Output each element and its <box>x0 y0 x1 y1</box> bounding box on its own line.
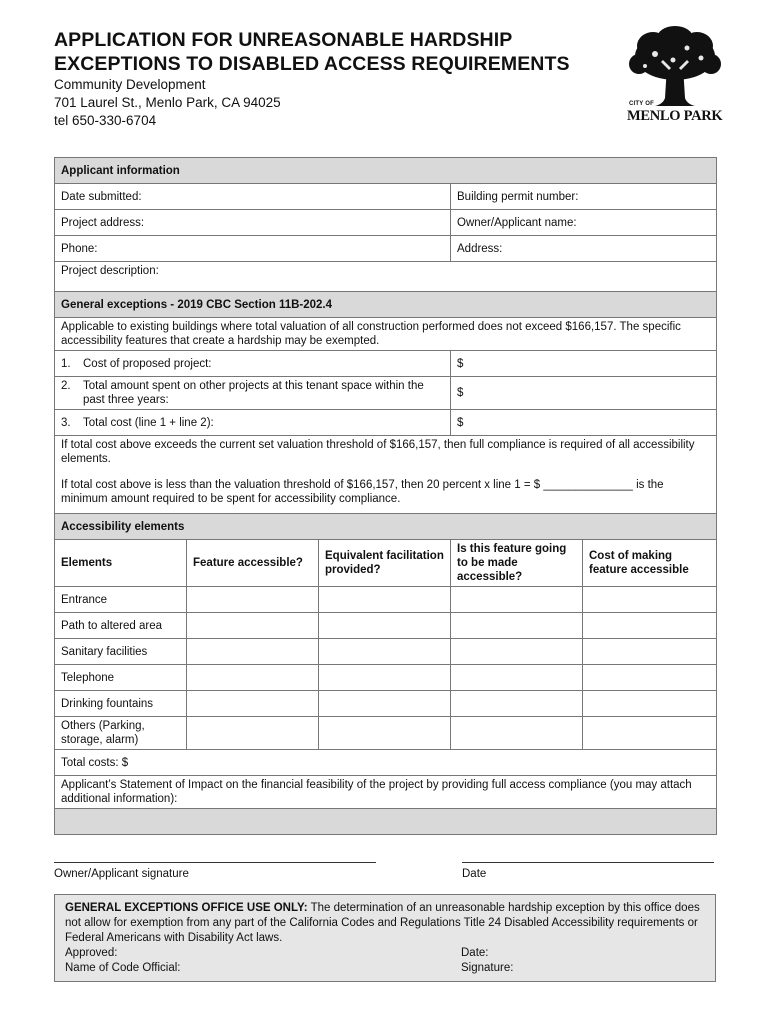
date-signature-block[interactable] <box>462 862 714 880</box>
address-field[interactable]: Address: <box>451 236 717 262</box>
office-date-field[interactable]: Date: <box>461 947 489 959</box>
feature-accessible-cell[interactable] <box>187 587 319 613</box>
form-title-line2: EXCEPTIONS TO DISABLED ACCESS REQUIREMENTS <box>54 53 570 75</box>
equivalent-facilitation-cell[interactable] <box>319 691 451 717</box>
office-use-body: The determination of an unreasonable hardship exception by this office does not allow for exemption from any part of the California Codes and Regulations Title 24 Disabled Accessibility requirements or Federal Americans with Disability Act laws. <box>65 902 700 944</box>
equivalent-facilitation-cell[interactable] <box>319 665 451 691</box>
feature-accessible-cell[interactable] <box>187 691 319 717</box>
office-use-heading: GENERAL EXCEPTIONS OFFICE USE ONLY: <box>65 902 308 914</box>
line-label: Total cost (line 1 + line 2): <box>83 416 214 429</box>
permit-number-field[interactable]: Building permit number: <box>451 184 717 210</box>
project-address-field[interactable]: Project address: <box>55 210 451 236</box>
element-label: Drinking fountains <box>55 691 187 717</box>
feature-accessible-cell[interactable] <box>187 639 319 665</box>
signature-line <box>462 862 714 863</box>
cost-line-1 <box>55 351 451 377</box>
owner-signature-block[interactable] <box>54 862 376 880</box>
statement-of-impact-label: Applicant’s Statement of Impact on the financial feasibility of the project by providing full access compliance (you may attach additional information): <box>55 776 717 809</box>
equivalent-facilitation-cell[interactable] <box>319 639 451 665</box>
page-header <box>54 28 714 130</box>
cost-line-2 <box>55 377 451 410</box>
col-header-feature-accessible: Feature accessible? <box>187 540 319 587</box>
element-label: Telephone <box>55 665 187 691</box>
equivalent-facilitation-cell[interactable] <box>319 613 451 639</box>
threshold-notes <box>55 436 717 514</box>
cost-cell[interactable] <box>583 639 717 665</box>
table-row <box>55 717 717 750</box>
code-official-name-field[interactable]: Name of Code Official: <box>65 962 181 974</box>
department-address: 701 Laurel St., Menlo Park, CA 94025 <box>54 95 281 110</box>
table-row <box>55 691 717 717</box>
department-name: Community Development <box>54 77 206 92</box>
date-submitted-field[interactable]: Date submitted: <box>55 184 451 210</box>
cost-line-3 <box>55 410 451 436</box>
element-label: Path to altered area <box>55 613 187 639</box>
made-accessible-cell[interactable] <box>451 587 583 613</box>
cost-cell[interactable] <box>583 717 717 750</box>
feature-accessible-cell[interactable] <box>187 665 319 691</box>
line-number: 2. <box>61 380 71 392</box>
made-accessible-cell[interactable] <box>451 717 583 750</box>
line-number: 3. <box>61 416 71 429</box>
accessibility-elements-heading: Accessibility elements <box>55 514 717 540</box>
col-header-cost: Cost of making feature accessible <box>583 540 717 587</box>
threshold-note-less: If total cost above is less than the valuation threshold of $166,157, then 20 percent x line 1 = $ ______________ is the minimum amount required to be spent for accessibility compliance. <box>61 479 664 505</box>
office-signature-field[interactable]: Signature: <box>461 962 514 974</box>
made-accessible-cell[interactable] <box>451 665 583 691</box>
cost-cell[interactable] <box>583 691 717 717</box>
element-label: Entrance <box>55 587 187 613</box>
form-title-line1: APPLICATION FOR UNREASONABLE HARDSHIP <box>54 29 513 51</box>
equivalent-facilitation-cell[interactable] <box>319 717 451 750</box>
total-costs-field[interactable]: Total costs: $ <box>55 750 717 776</box>
made-accessible-cell[interactable] <box>451 691 583 717</box>
general-exceptions-heading: General exceptions - 2019 CBC Section 11B-202.4 <box>55 292 717 318</box>
threshold-note-exceeds: If total cost above exceeds the current set valuation threshold of $166,157, then full compliance is required of all accessibility elements. <box>61 439 695 465</box>
made-accessible-cell[interactable] <box>451 639 583 665</box>
applicant-info-heading: Applicant information <box>55 158 717 184</box>
cost-cell[interactable] <box>583 587 717 613</box>
element-label: Others (Parking, storage, alarm) <box>55 717 187 750</box>
table-row <box>55 665 717 691</box>
office-use-text <box>65 901 705 946</box>
col-header-elements: Elements <box>55 540 187 587</box>
date-signature-label: Date <box>462 868 487 880</box>
line-label: Cost of proposed project: <box>83 357 212 370</box>
cost-line-1-value[interactable]: $ <box>451 351 717 377</box>
col-header-equivalent-facilitation: Equivalent facilitation provided? <box>319 540 451 587</box>
project-description-field[interactable]: Project description: <box>55 262 717 292</box>
table-row <box>55 613 717 639</box>
general-exceptions-intro: Applicable to existing buildings where total valuation of all construction performed does not exceed $166,157. The specific accessibility features that create a hardship may be exempted. <box>55 318 717 351</box>
signature-line <box>54 862 376 863</box>
office-use-only-box <box>54 894 716 982</box>
logo-menlo-park: MENLO PARK <box>627 108 723 124</box>
table-row <box>55 639 717 665</box>
feature-accessible-cell[interactable] <box>187 717 319 750</box>
application-form-table <box>54 157 717 835</box>
phone-field[interactable]: Phone: <box>55 236 451 262</box>
line-label: Total amount spent on other projects at this tenant space within the past three years: <box>83 380 424 406</box>
feature-accessible-cell[interactable] <box>187 613 319 639</box>
made-accessible-cell[interactable] <box>451 613 583 639</box>
equivalent-facilitation-cell[interactable] <box>319 587 451 613</box>
cost-cell[interactable] <box>583 665 717 691</box>
statement-of-impact-input[interactable] <box>55 809 717 835</box>
owner-name-field[interactable]: Owner/Applicant name: <box>451 210 717 236</box>
cost-line-3-value[interactable]: $ <box>451 410 717 436</box>
col-header-made-accessible: Is this feature going to be made accessible? <box>451 540 583 587</box>
line-number: 1. <box>61 357 71 370</box>
element-label: Sanitary facilities <box>55 639 187 665</box>
table-row <box>55 587 717 613</box>
logo-city-of: CITY OF <box>629 101 654 107</box>
approved-field[interactable]: Approved: <box>65 947 118 959</box>
department-phone: tel 650-330-6704 <box>54 113 157 128</box>
owner-signature-label: Owner/Applicant signature <box>54 868 189 880</box>
cost-cell[interactable] <box>583 613 717 639</box>
cost-line-2-value[interactable]: $ <box>451 377 717 410</box>
